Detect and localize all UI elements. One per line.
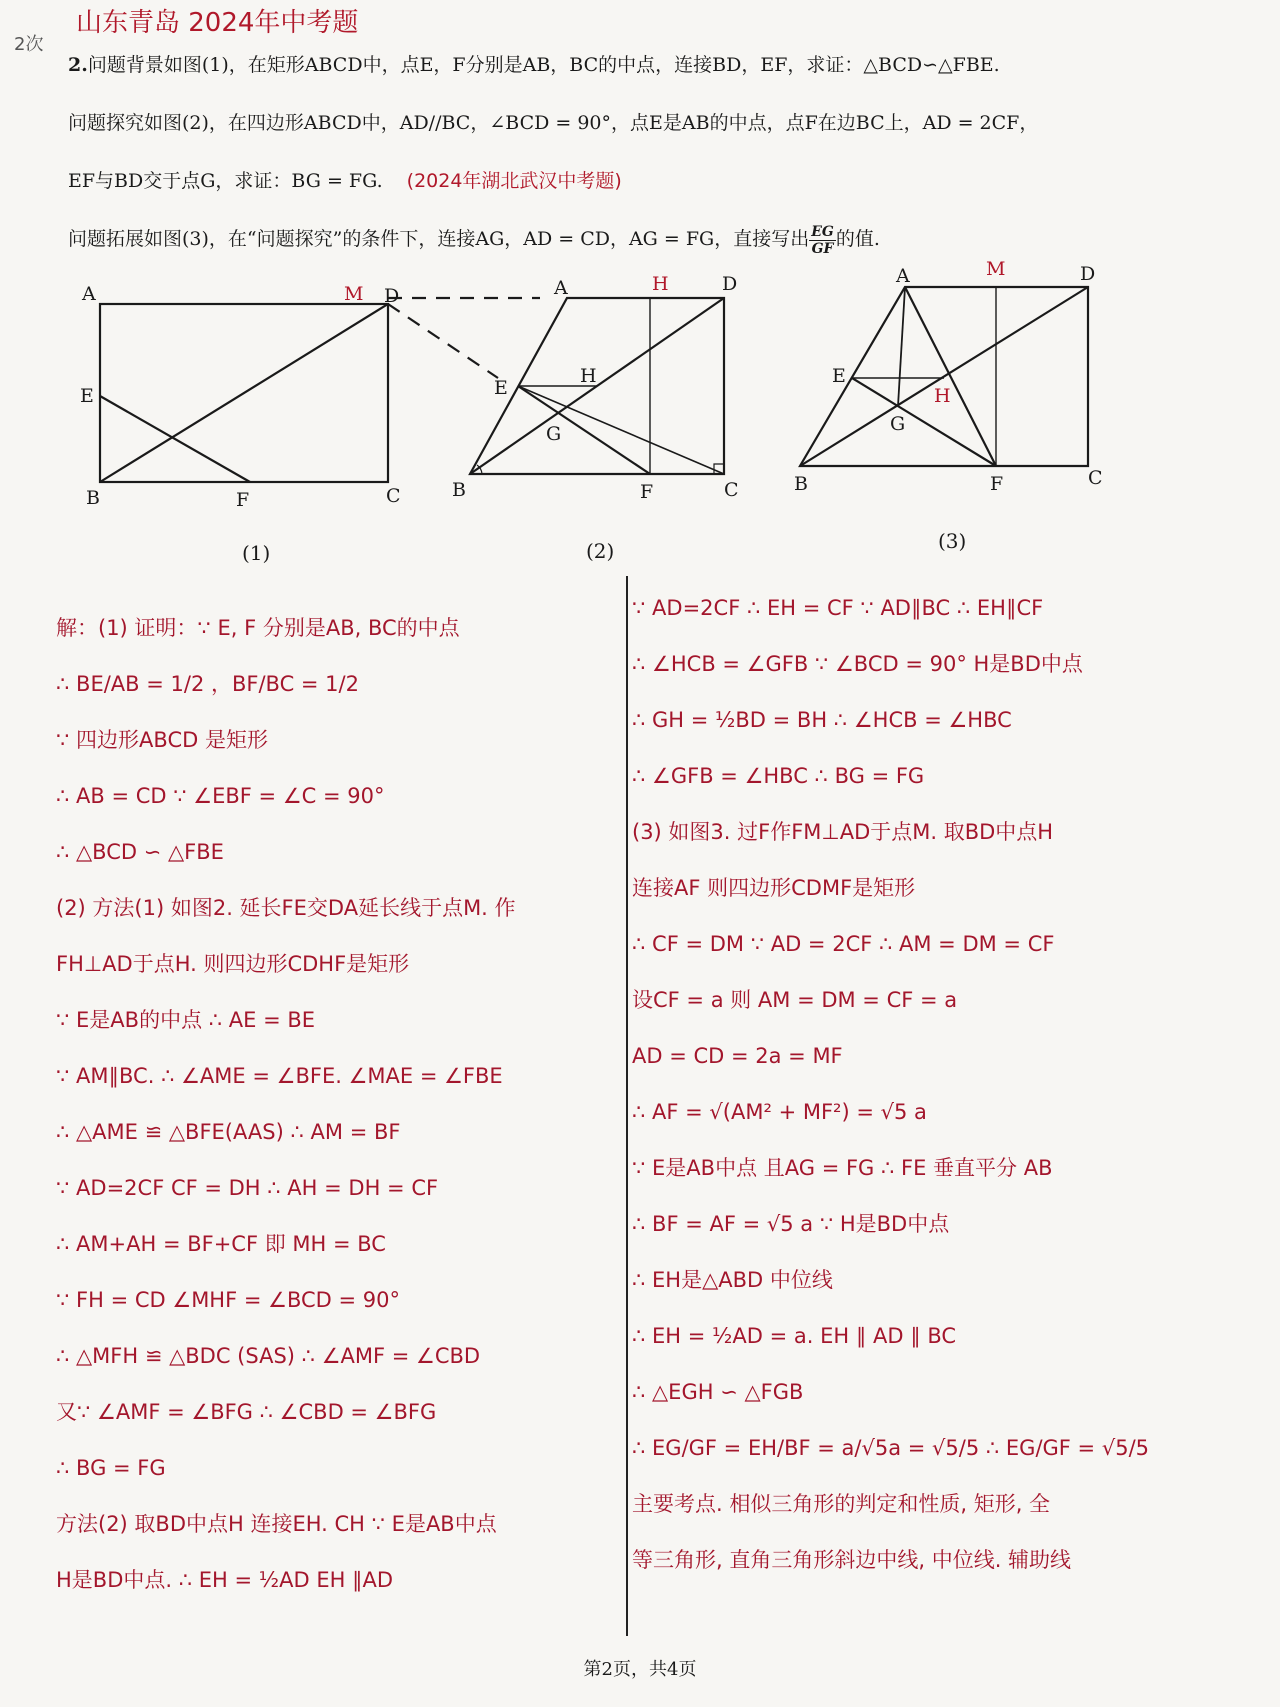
solution-line: ∴ BG = FG — [56, 1456, 166, 1480]
fig3-label-e: E — [832, 365, 846, 387]
fig2-label-a: A — [554, 277, 568, 299]
solution-line: ∴ △AME ≌ △BFE(AAS) ∴ AM = BF — [56, 1120, 401, 1144]
fig3-label-m: M — [986, 258, 1006, 280]
margin-mark: 2次 — [14, 34, 44, 55]
solution-line: 解：(1) 证明：∵ E, F 分别是AB, BC的中点 — [56, 616, 460, 640]
figure-2 — [470, 298, 724, 474]
problem-line-1: 2.问题背景如图(1)，在矩形ABCD中，点E，F分别是AB，BC的中点，连接BD，EF，求证：△BCD∽△FBE. — [68, 54, 1000, 76]
problem-line-4: 问题拓展如图(3)，在“问题探究”的条件下，连接AG，AD = CD，AG = FG，直接写出 $\frac{EG}{GF}$ 的值. — [68, 223, 880, 257]
fig2-label-h: H — [580, 365, 597, 387]
fig2-label-e: E — [494, 377, 508, 399]
solution-line: ∴ EH = ½AD = a. EH ∥ AD ∥ BC — [632, 1324, 957, 1348]
fig1-diagonal-bd — [100, 304, 388, 482]
fig3-label-b: B — [794, 473, 808, 495]
solution-line: ∵ AD=2CF CF = DH ∴ AH = DH = CF — [56, 1176, 439, 1200]
fig2-label-d: D — [722, 273, 738, 295]
solution-line: (3) 如图3. 过F作FM⊥AD于点M. 取BD中点H — [632, 820, 1054, 844]
solution-line: 设CF = a 则 AM = DM = CF = a — [632, 988, 958, 1012]
fig2-caption: (2) — [586, 539, 615, 563]
fig1-label-f: F — [236, 489, 250, 511]
fig2-label-g: G — [546, 423, 562, 445]
fig1-label-c: C — [386, 485, 401, 507]
solution-line: ∴ BF = AF = √5 a ∵ H是BD中点 — [632, 1212, 950, 1236]
fig2-segment-ef — [518, 386, 650, 474]
solution-line: 主要考点. 相似三角形的判定和性质, 矩形, 全 — [632, 1492, 1051, 1516]
solution-line: ∴ CF = DM ∵ AD = 2CF ∴ AM = DM = CF — [632, 932, 1055, 956]
solution-line: 又∵ ∠AMF = ∠BFG ∴ ∠CBD = ∠BFG — [56, 1400, 437, 1424]
solution-line: ∴ AB = CD ∵ ∠EBF = ∠C = 90° — [56, 784, 385, 808]
solution-line: ∵ FH = CD ∠MHF = ∠BCD = 90° — [56, 1288, 400, 1312]
fig3-label-h: H — [934, 385, 951, 407]
geometry-figures — [0, 240, 1280, 570]
fig3-caption: (3) — [938, 529, 967, 553]
fig2-label-h2: H — [652, 273, 669, 295]
solution-line: ∵ AM∥BC. ∴ ∠AME = ∠BFE. ∠MAE = ∠FBE — [56, 1064, 503, 1088]
solution-line: AD = CD = 2a = MF — [632, 1044, 843, 1068]
fig1-label-e: E — [80, 385, 94, 407]
solution-line: ∵ E是AB的中点 ∴ AE = BE — [56, 1008, 316, 1032]
fig1-label-m: M — [344, 283, 364, 305]
handwritten-source-note: 山东青岛 2024年中考题 — [76, 8, 359, 38]
fig1-label-a: A — [82, 283, 96, 305]
fig3-label-c: C — [1088, 467, 1103, 489]
solution-line: ∴ GH = ½BD = BH ∴ ∠HCB = ∠HBC — [632, 708, 1012, 732]
fig3-label-d: D — [1080, 263, 1096, 285]
solution-line: ∵ 四边形ABCD 是矩形 — [56, 728, 268, 752]
fig1-dash-to-e — [388, 304, 498, 378]
fig1-label-d: D — [384, 285, 400, 307]
problem-line-2: 问题探究如图(2)，在四边形ABCD中，AD//BC，∠BCD = 90°，点E是AB的中点，点F在边BC上，AD = 2CF， — [68, 112, 1039, 134]
fig1-label-b: B — [86, 487, 100, 509]
problem-line-3: EF与BD交于点G，求证：BG = FG. (2024年湖北武汉中考题) — [68, 170, 622, 192]
fig2-label-b: B — [452, 479, 466, 501]
solution-line: ∴ △MFH ≌ △BDC (SAS) ∴ ∠AMF = ∠CBD — [56, 1344, 481, 1368]
solution-line: ∵ E是AB中点 且AG = FG ∴ FE 垂直平分 AB — [632, 1156, 1053, 1180]
solution-line: ∴ EG/GF = EH/BF = a/√5a = √5/5 ∴ EG/GF = √5/5 — [632, 1436, 1150, 1460]
fig2-label-f: F — [640, 481, 654, 503]
solution-line: H是BD中点. ∴ EH = ½AD EH ∥AD — [56, 1568, 394, 1592]
solution-left-column — [56, 600, 616, 1608]
fig2-label-c: C — [724, 479, 739, 501]
solution-line: (2) 方法(1) 如图2. 延长FE交DA延长线于点M. 作 — [56, 896, 516, 920]
solution-right-column — [632, 580, 1252, 1588]
solution-line: ∴ △EGH ∽ △FGB — [632, 1380, 804, 1404]
solution-line: ∴ AM+AH = BF+CF 即 MH = BC — [56, 1232, 386, 1256]
fig3-segment-ag — [898, 287, 905, 406]
problem-statement — [68, 36, 1208, 268]
solution-line: 连接AF 则四边形CDMF是矩形 — [632, 876, 916, 900]
problem-number: 2. — [68, 54, 88, 76]
source-note: (2024年湖北武汉中考题) — [406, 170, 622, 192]
figure-1 — [100, 298, 540, 482]
solution-line: ∴ BE/AB = 1/2 ，BF/BC = 1/2 — [56, 672, 359, 696]
solution-line: ∴ ∠HCB = ∠GFB ∵ ∠BCD = 90° H是BD中点 — [632, 652, 1083, 676]
column-divider — [626, 576, 628, 1636]
fig3-label-f: F — [990, 473, 1004, 495]
fig3-label-a: A — [896, 265, 910, 287]
solution-line: FH⊥AD于点H. 则四边形CDHF是矩形 — [56, 952, 410, 976]
fig1-caption: (1) — [242, 541, 271, 565]
fig3-label-g: G — [890, 413, 906, 435]
solution-line: ∴ △BCD ∽ △FBE — [56, 840, 224, 864]
solution-line: ∴ AF = √(AM² + MF²) = √5 a — [632, 1100, 927, 1124]
fraction-eg-gf: $\frac{EG}{GF}$ — [811, 223, 834, 257]
solution-line: ∵ AD=2CF ∴ EH = CF ∵ AD∥BC ∴ EH∥CF — [632, 596, 1044, 620]
page-footer: 第2页，共4页 — [583, 1659, 697, 1680]
solution-line: 等三角形, 直角三角形斜边中线, 中位线. 辅助线 — [632, 1548, 1072, 1572]
solution-line: 方法(2) 取BD中点H 连接EH. CH ∵ E是AB中点 — [56, 1512, 497, 1536]
solution-line: ∴ EH是△ABD 中位线 — [632, 1268, 833, 1292]
solution-line: ∴ ∠GFB = ∠HBC ∴ BG = FG — [632, 764, 925, 788]
